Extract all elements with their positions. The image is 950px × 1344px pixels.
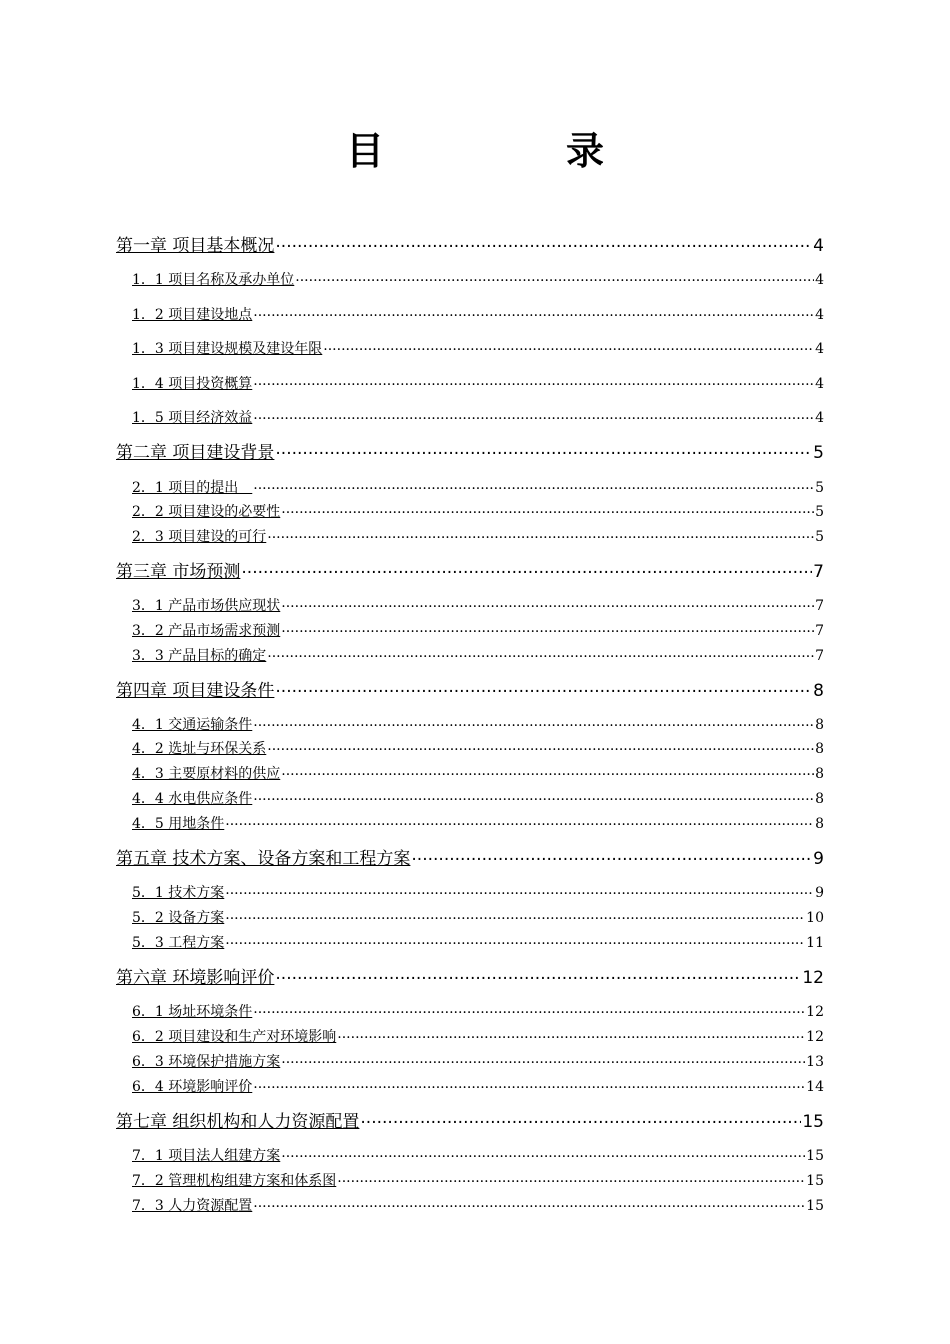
toc-entry-label: 2．2 项目建设的必要性	[132, 504, 281, 520]
toc-leader-dots	[253, 305, 814, 319]
toc-page-number: 13	[806, 1054, 824, 1070]
toc-leader-dots	[337, 1171, 805, 1185]
toc-entry-label: 3．3 产品目标的确定	[132, 648, 267, 664]
toc-entry-label: 1．3 项目建设规模及建设年限	[132, 341, 323, 357]
toc-page-number: 4	[815, 341, 824, 357]
toc-entry-label: 7．2 管理机构组建方案和体系图	[132, 1173, 337, 1189]
toc-page-number: 9	[815, 885, 824, 901]
toc-entry-label: 4．1 交通运输条件	[132, 717, 253, 733]
toc-page-number: 4	[815, 410, 824, 426]
toc-leader-dots	[225, 933, 805, 947]
toc-entry-label: 1．2 项目建设地点	[132, 307, 253, 323]
toc-leader-dots	[267, 527, 814, 541]
toc-page-number: 7	[815, 648, 824, 664]
toc-section-entry[interactable]	[132, 1002, 824, 1022]
toc-page-number: 9	[813, 849, 824, 869]
toc-section-entry[interactable]	[132, 1052, 824, 1072]
toc-section-entry[interactable]	[132, 1146, 824, 1166]
toc-page-number: 5	[813, 443, 824, 463]
toc-page-number: 11	[806, 935, 824, 951]
toc-page-number: 7	[813, 562, 824, 582]
toc-entry-label: 1．1 项目名称及承办单位	[132, 272, 295, 288]
toc-leader-dots	[323, 339, 814, 353]
toc-section-entry[interactable]	[132, 527, 824, 547]
toc-leader-dots	[253, 715, 814, 729]
toc-leader-dots	[275, 966, 801, 983]
toc-leader-dots	[281, 596, 814, 610]
toc-leader-dots	[281, 764, 814, 778]
toc-entry-label: 6．4 环境影响评价	[132, 1079, 253, 1095]
toc-page-number: 8	[815, 717, 824, 733]
toc-page-number: 7	[815, 623, 824, 639]
toc-chapter-entry[interactable]	[116, 1110, 824, 1134]
toc-entry-label: 4．5 用地条件	[132, 816, 225, 832]
toc-section-entry[interactable]	[132, 933, 824, 953]
toc-entry-label: 3．2 产品市场需求预测	[132, 623, 281, 639]
page-title: 目 录	[345, 129, 676, 173]
toc-page-number: 15	[806, 1198, 824, 1214]
toc-page-number: 15	[802, 1112, 824, 1132]
toc-entry-label: 5．2 设备方案	[132, 910, 225, 926]
toc-leader-dots	[275, 679, 812, 696]
toc-section-entry[interactable]	[132, 739, 824, 759]
toc-leader-dots	[253, 1077, 805, 1091]
toc-entry-label: 第二章 项目建设背景	[116, 443, 275, 463]
toc-entry-label: 7．1 项目法人组建方案	[132, 1148, 281, 1164]
toc-page-number: 8	[813, 681, 824, 701]
toc-leader-dots	[253, 1002, 805, 1016]
toc-entry-label: 2．3 项目建设的可行	[132, 529, 267, 545]
toc-leader-dots	[281, 502, 814, 516]
toc-leader-dots	[253, 789, 814, 803]
toc-page-number: 15	[806, 1148, 824, 1164]
toc-section-entry[interactable]	[132, 305, 824, 325]
toc-leader-dots	[281, 1052, 805, 1066]
toc-page-number: 4	[815, 307, 824, 323]
toc-leader-dots	[281, 1146, 805, 1160]
toc-leader-dots	[275, 441, 812, 458]
toc-page-number: 5	[815, 480, 824, 496]
toc-page-number: 4	[815, 272, 824, 288]
toc-section-entry[interactable]	[132, 883, 824, 903]
toc-leader-dots	[253, 1196, 805, 1210]
toc-chapter-entry[interactable]	[116, 847, 824, 871]
toc-leader-dots	[275, 234, 812, 251]
toc-section-entry[interactable]	[132, 764, 824, 784]
toc-entry-label: 5．3 工程方案	[132, 935, 225, 951]
toc-page-number: 8	[815, 791, 824, 807]
toc-leader-dots	[225, 883, 814, 897]
toc-leader-dots	[337, 1027, 805, 1041]
toc-section-entry[interactable]	[132, 1027, 824, 1047]
toc-section-entry[interactable]	[132, 908, 824, 928]
toc-leader-dots	[411, 847, 812, 864]
toc-section-entry[interactable]	[132, 814, 824, 834]
toc-section-entry[interactable]	[132, 270, 824, 290]
toc-entry-label: 5．1 技术方案	[132, 885, 225, 901]
toc-chapter-entry[interactable]	[116, 679, 824, 703]
toc-entry-label: 第五章 技术方案、设备方案和工程方案	[116, 849, 411, 869]
toc-chapter-entry[interactable]	[116, 966, 824, 990]
toc-section-entry[interactable]	[132, 596, 824, 616]
toc-entry-label: 3．1 产品市场供应现状	[132, 598, 281, 614]
toc-entry-label: 6．3 环境保护措施方案	[132, 1054, 281, 1070]
toc-page-number: 12	[806, 1029, 824, 1045]
toc-section-entry[interactable]	[132, 339, 824, 359]
toc-entry-label: 第一章 项目基本概况	[116, 236, 275, 256]
toc-page-number: 8	[815, 741, 824, 757]
toc-entry-label: 第六章 环境影响评价	[116, 968, 275, 988]
toc-chapter-entry[interactable]	[116, 234, 824, 258]
toc-entry-label: 7．3 人力资源配置	[132, 1198, 253, 1214]
toc-section-entry[interactable]	[132, 715, 824, 735]
toc-leader-dots	[267, 646, 814, 660]
toc-entry-label: 4．2 选址与环保关系	[132, 741, 267, 757]
toc-entry-label: 6．1 场址环境条件	[132, 1004, 253, 1020]
toc-page-number: 7	[815, 598, 824, 614]
toc-section-entry[interactable]	[132, 621, 824, 641]
toc-entry-label: 4．3 主要原材料的供应	[132, 766, 281, 782]
toc-page-number: 4	[813, 236, 824, 256]
toc-page-number: 4	[815, 376, 824, 392]
toc-page-number: 8	[815, 766, 824, 782]
toc-section-entry[interactable]	[132, 408, 824, 428]
toc-leader-dots	[253, 408, 814, 422]
toc-page-number: 8	[815, 816, 824, 832]
toc-section-entry[interactable]	[132, 1171, 824, 1191]
toc-section-entry[interactable]	[132, 478, 824, 498]
toc-section-entry[interactable]	[132, 1077, 824, 1097]
toc-leader-dots	[360, 1110, 801, 1127]
toc-leader-dots	[253, 478, 814, 492]
toc-section-entry[interactable]	[132, 374, 824, 394]
toc-chapter-entry[interactable]	[116, 560, 824, 584]
toc-entry-label: 1．4 项目投资概算	[132, 376, 253, 392]
toc-page-number: 15	[806, 1173, 824, 1189]
toc-page-number: 12	[806, 1004, 824, 1020]
toc-leader-dots	[225, 814, 814, 828]
toc-entry-label: 1．5 项目经济效益	[132, 410, 253, 426]
toc-page-number: 10	[806, 910, 824, 926]
toc-section-entry[interactable]	[132, 502, 824, 522]
toc-section-entry[interactable]	[132, 1196, 824, 1216]
toc-entry-label: 4．4 水电供应条件	[132, 791, 253, 807]
toc-leader-dots	[253, 374, 814, 388]
toc-section-entry[interactable]	[132, 646, 824, 666]
toc-leader-dots	[225, 908, 805, 922]
toc-leader-dots	[241, 560, 812, 577]
toc-page-number: 5	[815, 529, 824, 545]
toc-entry-label: 2．1 项目的提出	[132, 480, 253, 496]
toc-entry-label: 第四章 项目建设条件	[116, 681, 275, 701]
toc-leader-dots	[295, 270, 814, 284]
toc-entry-label: 6．2 项目建设和生产对环境影响	[132, 1029, 337, 1045]
toc-entry-label: 第七章 组织机构和人力资源配置	[116, 1112, 360, 1132]
toc-entry-label: 第三章 市场预测	[116, 562, 241, 582]
toc-leader-dots	[281, 621, 814, 635]
toc-section-entry[interactable]	[132, 789, 824, 809]
toc-page-number: 14	[806, 1079, 824, 1095]
toc-leader-dots	[267, 739, 814, 753]
toc-page-number: 5	[815, 504, 824, 520]
toc-chapter-entry[interactable]	[116, 441, 824, 465]
toc-page-number: 12	[802, 968, 824, 988]
